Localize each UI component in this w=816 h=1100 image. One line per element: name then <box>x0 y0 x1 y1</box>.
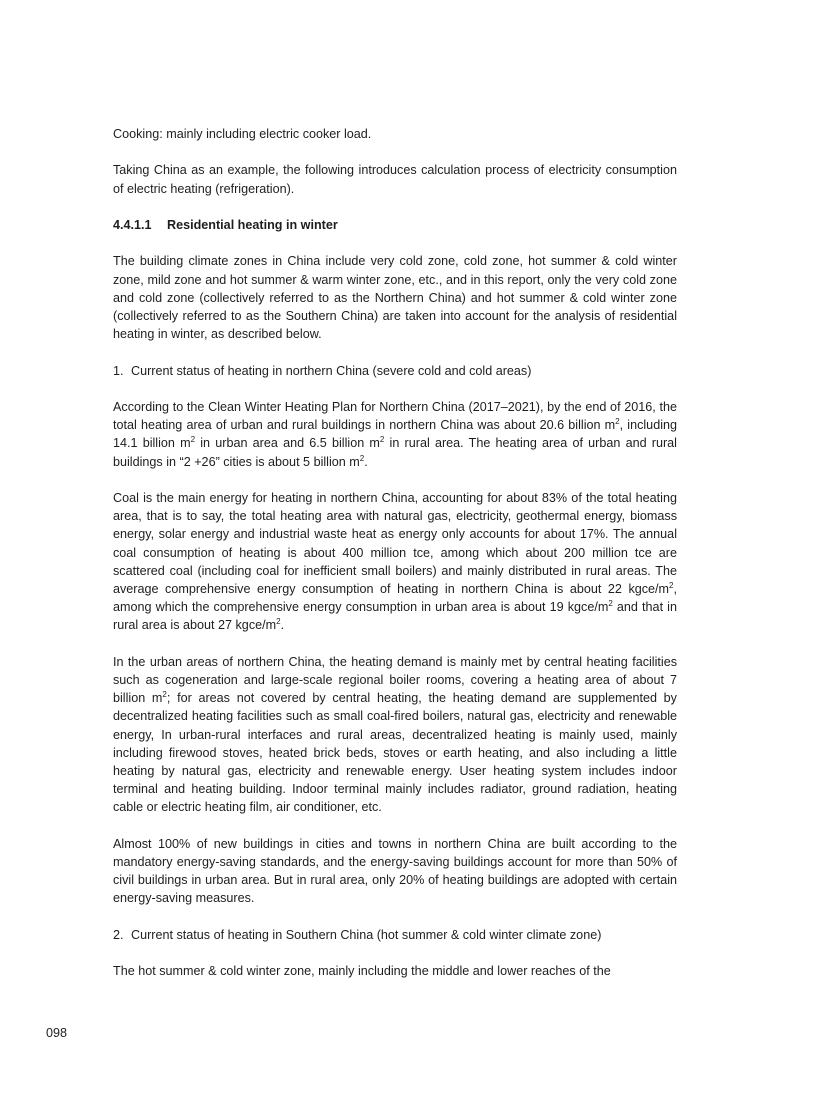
paragraph-climate-zones: The building climate zones in China include very cold zone, cold zone, hot summer & cold winter zone, mild zone and hot summer & warm winter zone, etc., and in this report, only the very cold zone and cold zone (collectively referred to as the Northern China) and hot summer & cold winter zone (collectively referred to as the Southern China) are taken into account for the analysis of residential heating in winter, as described below. <box>113 254 677 342</box>
text-run: and that in rural area is about 27 kgce/m <box>113 600 677 633</box>
section-number: 4.4.1.1 <box>113 217 152 232</box>
list-number: 2. <box>113 927 124 942</box>
section-title: Residential heating in winter <box>167 217 338 232</box>
text-run: , including 14.1 billion m <box>113 418 677 451</box>
text-run: in urban area and 6.5 billion m <box>195 436 380 451</box>
superscript: 2 <box>615 417 620 427</box>
text-run: According to the Clean Winter Heating Plan for Northern China (2017–2021), by the end of 2016, the total heating area of urban and rural buildings in northern China was about 20.6 billion m <box>113 399 677 433</box>
paragraph-energy-standards: Almost 100% of new buildings in cities and towns in northern China are built according to the mandatory energy-saving standards, and the energy-saving buildings account for more than 50% of civil buildings in urban area. But in rural area, only 20% of heating buildings are adopted with certain energy-saving measures. <box>113 836 677 906</box>
list-number: 1. <box>113 363 124 378</box>
superscript: 2 <box>162 690 167 700</box>
paragraph-intro: Taking China as an example, the following introduces calculation process of electricity consumption of electric heating (refrigeration). <box>113 163 677 196</box>
text-run: in rural area. The heating area of urban and rural buildings in “2 +26” cities is about 5 billion m <box>113 436 677 469</box>
paragraph-heating-plan <box>113 398 677 471</box>
list-title: Current status of heating in northern China (severe cold and cold areas) <box>131 363 532 378</box>
text-run: . <box>280 618 285 633</box>
list-heading-southern-china <box>113 926 677 944</box>
superscript: 2 <box>276 617 281 627</box>
text-run: ; for areas not covered by central heating, the heating demand are supplemented by decentralized heating facilities such as small coal-fired boilers, natural gas, electricity and renewable energy, In urban-rural interfaces and rural areas, decentralized heating is mainly used, mainly including firewood stoves, heated brick beds, stoves or earth heating, and also including a little heating by natural gas, electricity and renewable energy. User heating system includes indoor terminal and heating building. Indoor terminal mainly includes radiator, ground radiation, heating cable or electric heating film, air conditioner, etc. <box>113 691 677 815</box>
superscript: 2 <box>190 435 196 445</box>
list-heading-northern-china <box>113 362 677 380</box>
paragraph-cooking: Cooking: mainly including electric cooker load. <box>113 127 372 141</box>
page-number: 098 <box>46 1026 68 1040</box>
superscript: 2 <box>669 580 674 590</box>
paragraph-urban-heating <box>113 653 677 817</box>
text-run: . <box>364 454 368 469</box>
section-heading <box>113 216 677 234</box>
text-run: Coal is the main energy for heating in northern China, accounting for about 83% of the total heating area, that is to say, the total heating area with natural gas, electricity, geothermal energy, biomass energy, solar energy and industrial waste heat as energy only accounts for about 17%. The annual coal consumption of heating is about 400 million tce, among which about 200 million tce are scattered coal (including coal for inefficient small boilers) and mainly distributed in rural areas. The average comprehensive energy consumption of heating in northern China is about 22 kgce/m <box>113 490 677 596</box>
paragraph-coal <box>113 489 677 635</box>
superscript: 2 <box>608 599 613 609</box>
superscript: 2 <box>359 453 365 463</box>
page-body <box>113 125 677 999</box>
list-title: Current status of heating in Southern China (hot summer & cold winter climate zone) <box>131 927 602 942</box>
text-run: In the urban areas of northern China, the heating demand is mainly met by central heating facilities such as cogeneration and large-scale regional boiler rooms, covering a heating area of about 7 billion m <box>113 654 677 706</box>
superscript: 2 <box>379 435 385 445</box>
text-run: , among which the comprehensive energy consumption in urban area is about 19 kgce/m <box>113 581 677 615</box>
paragraph-southern-china: The hot summer & cold winter zone, mainly including the middle and lower reaches of the <box>113 964 611 979</box>
